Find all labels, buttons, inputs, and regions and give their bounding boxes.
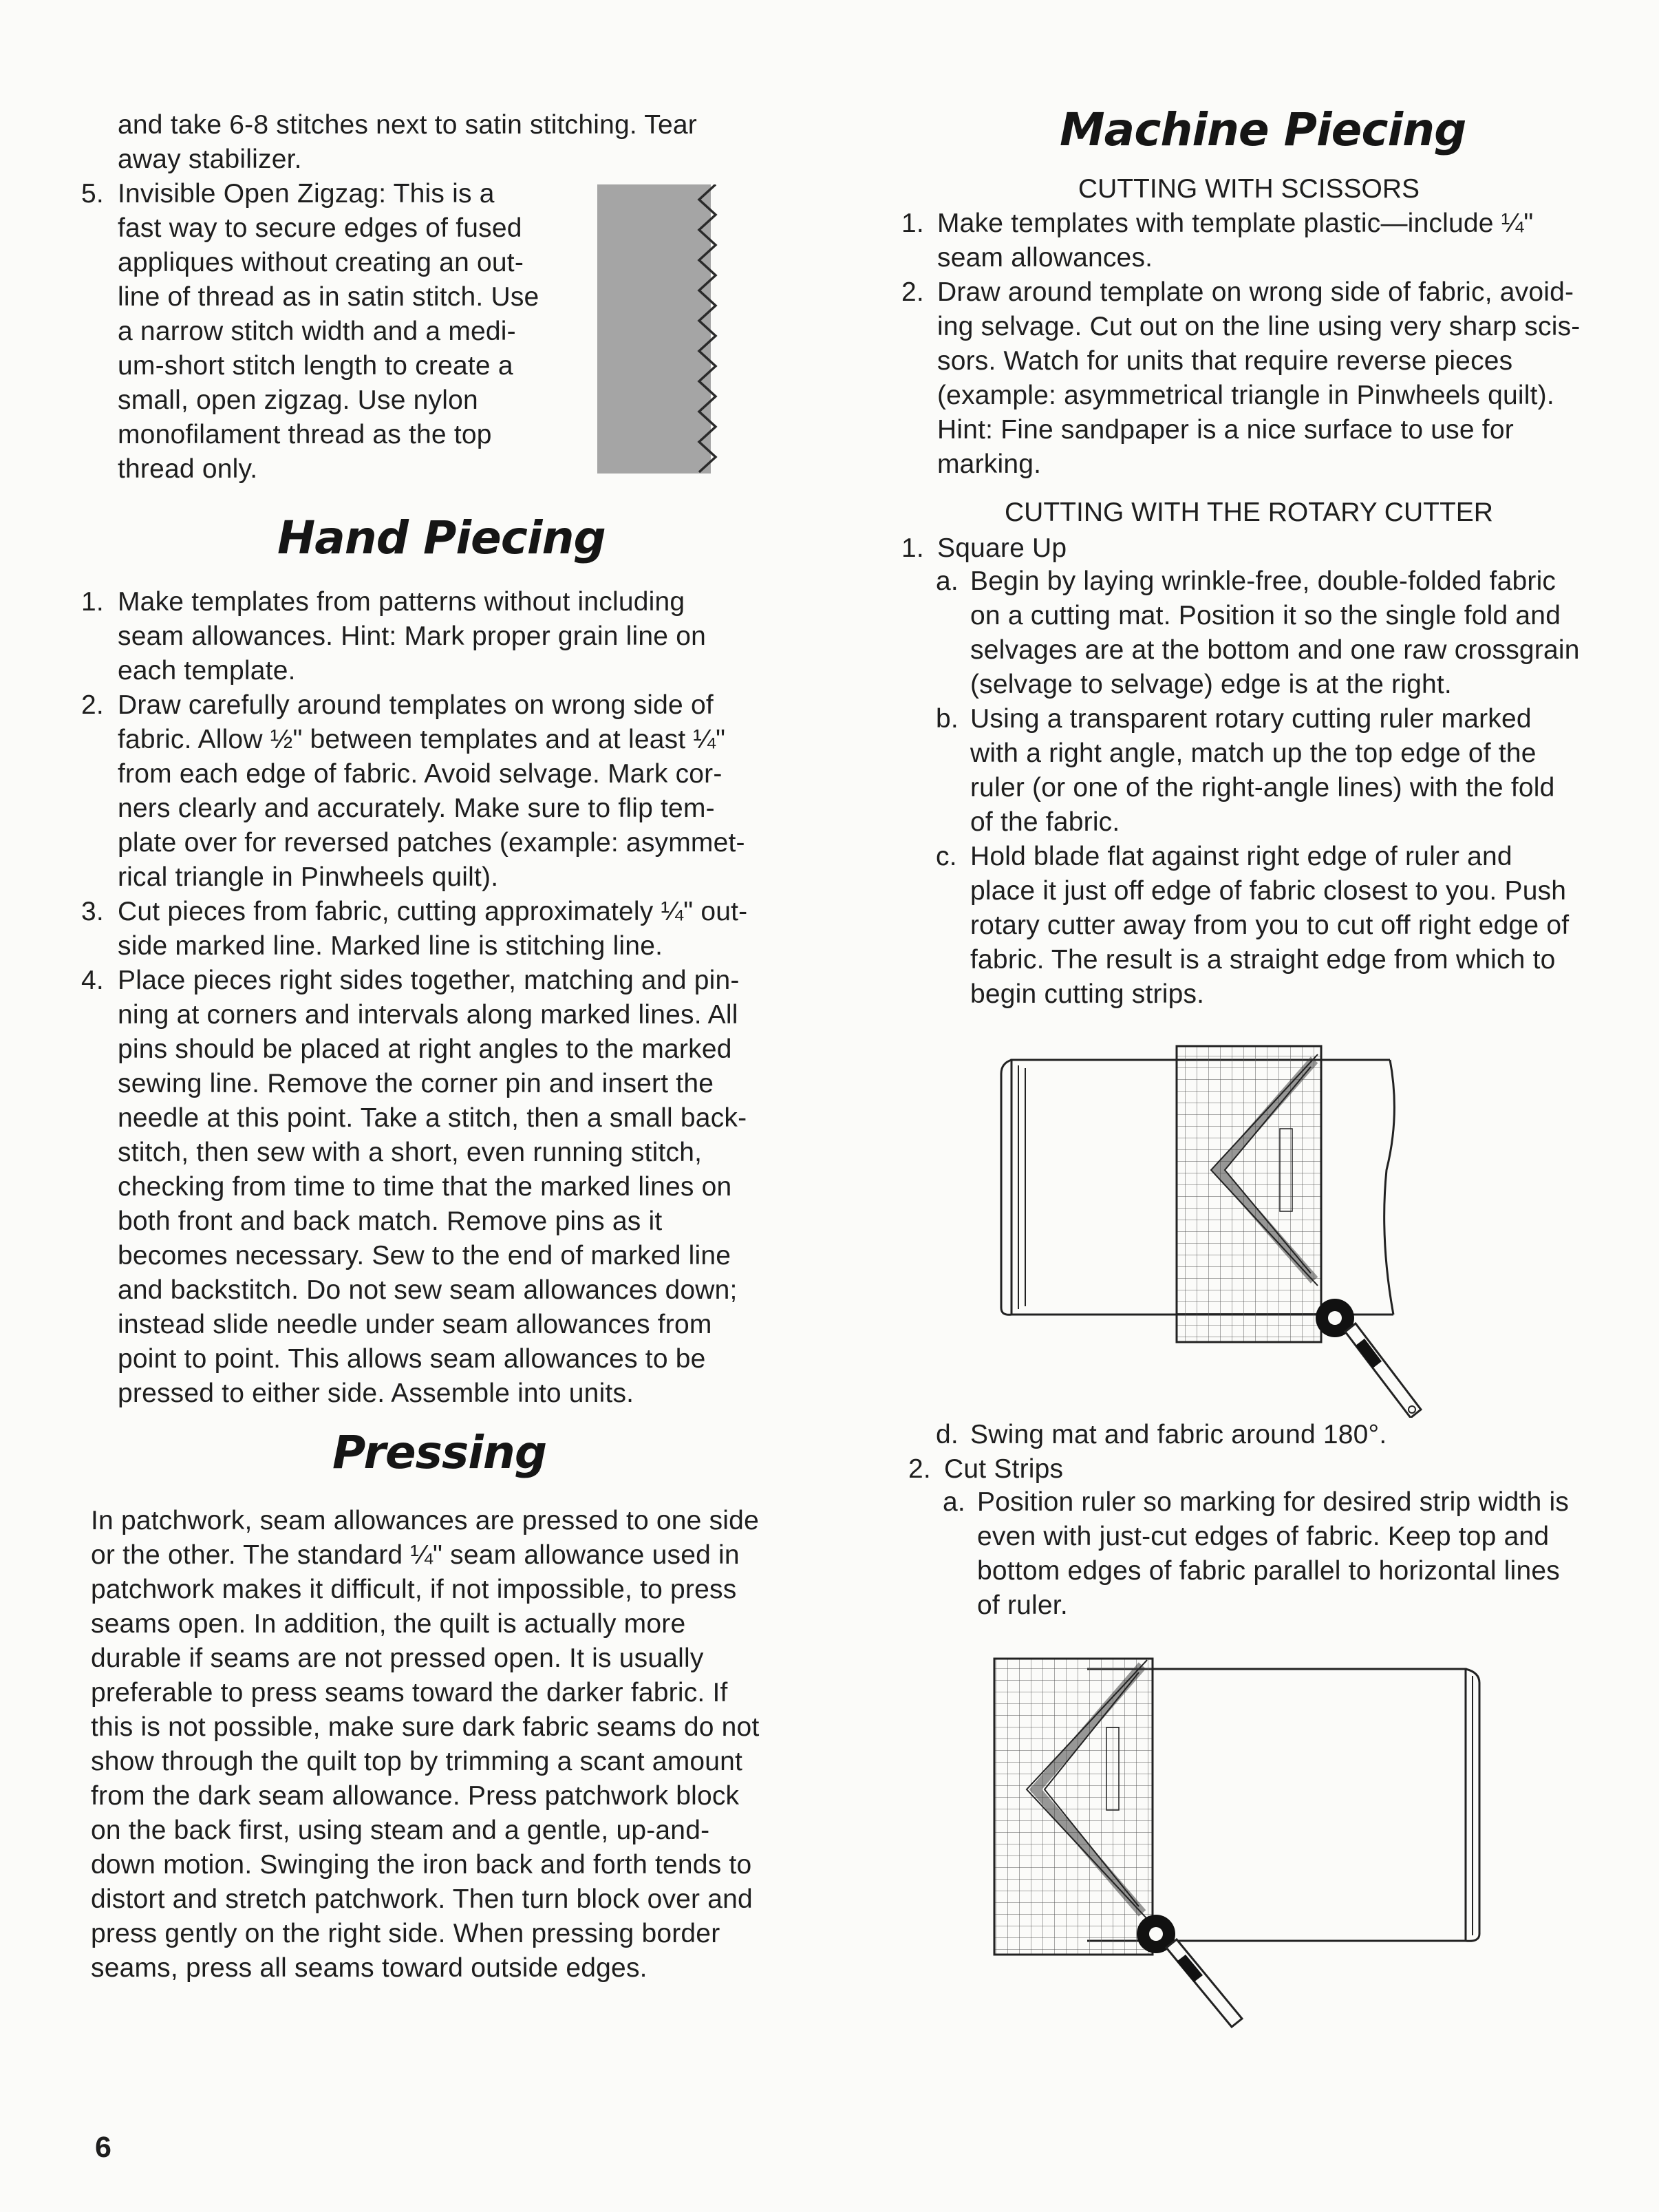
list-item: 3. Cut pieces from fabric, cutting approximately ¼" out- side marked line. Marked line is stitching line. [81,897,748,961]
pressing-paragraph: In patchwork, seam allowances are pressed to one side or the other. The standard ¼" seam allowance used in patchwork makes it difficult, if not impossible, to press seams open. In addition, the quilt is actually more durable if seams are not pressed open. It is usually preferable to press seams toward the darker fabric. If this is not possible, make sure dark fabric seams do not show through the quilt top by trimming a scant amount from the dark seam allowance. Press patchwork block on the back first, using steam and a gentle, up-and- down motion. Swinging the iron back and forth tends to distort and stretch patchwork. Then turn block over and press gently on the right side. When pressing border seams, press all seams toward outside edges. [91,1506,760,1983]
machine-piecing-title: Machine Piecing [1060,103,1466,156]
list-item-5: 5. Invisible Open Zigzag: This is a fast way to secure edges of fused appliques without creating an out- line of thread as in satin stitch. Use a narrow stitch width and a medi- um-short stitch length to create a small, open zigzag. Use nylon monofilament thread as the top thread only. [81,179,539,484]
rotary-cutter-icon [1137,1915,1242,2027]
list-item: 4. Place pieces right sides together, matching and pin- ning at corners and intervals along marked lines. All pins should be placed at right angles to the marked sewing line. Remove the corner pin and insert the needle at this point. Take a stitch, then a small back- stitch, then sew with a short, even running stitch, checking from time to time that the marked lines on both front and back match. Remove pins as it becomes necessary. Sew to the end of marked line and backstitch. Do not sew seam allowances down; instead slide needle under seam allowances from point to point. This allows seam allowances to be pressed to either side. Assemble into units. [81,966,747,1408]
list-item: a. Begin by laying wrinkle-free, double-folded fabric on a cutting mat. Position it so the single fold and selvages are at the bottom and one raw crossgrain (selvage to selvage) edge is at the right. [936,566,1580,699]
zigzag-stitch-sample-image [597,184,735,474]
swing-mat-item: d. Swing mat and fabric around 180°. [936,1420,1387,1449]
cutting-with-rotary-cutter-heading: CUTTING WITH THE ROTARY CUTTER [1005,498,1493,527]
list-item: 1. Make templates from patterns without including seam allowances. Hint: Mark proper grain line on each template. [81,587,706,685]
cut-strips-item: 2. Cut Strips [908,1454,1064,1484]
cut-strips-illustration [984,1645,1507,2030]
square-up-illustration [998,1032,1479,1418]
list-item: b. Using a transparent rotary cutting ruler marked with a right angle, match up the top edge of the ruler (or one of the right-angle lines) with the fold of the fabric. [936,704,1555,837]
hand-piecing-list [81,585,776,1411]
pressing-title: Pressing [332,1426,547,1479]
cutting-with-scissors-heading: CUTTING WITH SCISSORS [1078,174,1420,204]
intro-paragraph: and take 6-8 stitches next to satin stitching. Tear away stabilizer. [118,110,697,174]
list-item: c. Hold blade flat against right edge of ruler and place it just off edge of fabric closest to you. Push rotary cutter away from you to cut off right edge of fabric. The result is a straight edge from which to begin cutting strips. [936,842,1570,1009]
scissors-list [901,206,1603,482]
square-up-item: 1. Square Up [901,533,1067,563]
list-item: 2. Draw around template on wrong side of fabric, avoid- ing selvage. Cut out on the line using very sharp scis- sors. Watch for units that require reverse pieces (example: asymmetrical triangle in Pinwheels quilt). Hint: Fine sandpaper is a nice surface to use for marking. [901,277,1581,479]
cut-strips-subitem-a: a. Position ruler so marking for desired strip width is even with just-cut edges of fabric. Keep top and bottom edges of fabric parallel to horizontal lines of ruler. [943,1487,1570,1620]
square-up-subitems [936,564,1610,1012]
list-item: 1. Make templates with template plastic—include ¼" seam allowances. [901,209,1534,273]
hand-piecing-title: Hand Piecing [277,511,606,564]
page-number: 6 [95,2131,111,2164]
rotary-cutter-icon [1316,1299,1421,1418]
list-item: 2. Draw carefully around templates on wrong side of fabric. Allow ½" between templates and at least ¼" from each edge of fabric. Avoid selvage. Mark cor- ners clearly and accurately. Make sure to flip tem- plate over for reversed patches (example: asymmet- rical triangle in Pinwheels quilt). [81,690,745,892]
